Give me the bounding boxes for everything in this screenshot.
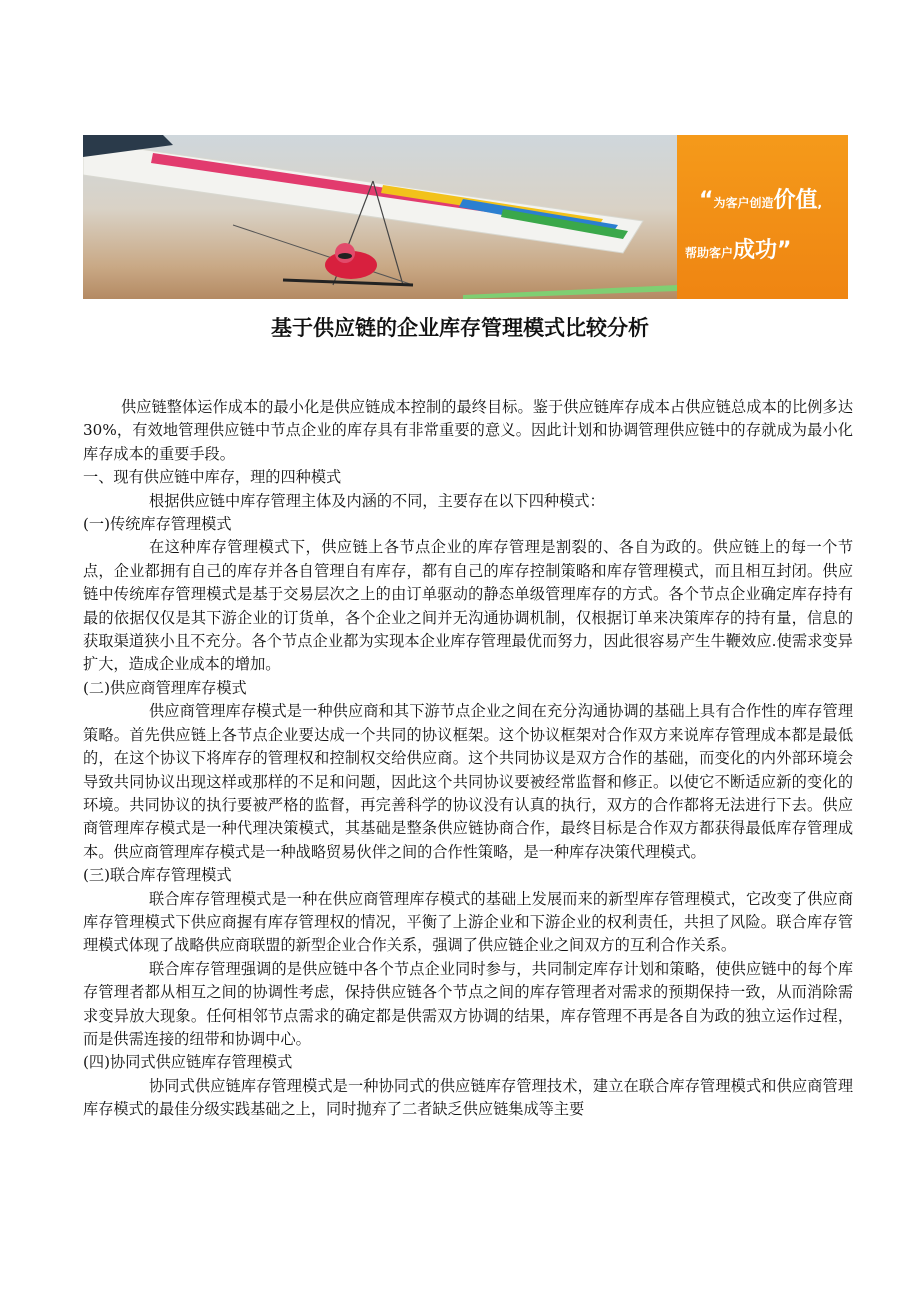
body-paragraph: 供应商管理库存模式是一种供应商和其下游节点企业之间在充分沟通协调的基础上具有合作性的库存管理策略。首先供应链上各节点企业要达成一个共同的协议框架。这个协议框架对合作双方来说库存管理成本都是最低的，在这个协议下将库存的管理权和控制权交给供应商。这个共同协议是双方合作的基础，而变化的内外部环境会导致共同协议出现这样或那样的不足和问题，因此这个共同协议要被经常监督和修正。以使它不断适应新的变化的环境。共同协议的执行要被严格的监督，再完善科学的协议没有认真的执行，双方的合作都将无法进行下去。供应商管理库存模式是一种代理决策模式，其基础是整条供应链协商合作，最终目标是合作双方都获得最低库存管理成本。供应商管理库存模式是一种战略贸易伙伴之间的合作性策略，是一种库存决策代理模式。	[83, 702, 853, 861]
body-paragraph: 联合库存管理强调的是供应链中各个节点企业同时参与，共同制定库存计划和策略，使供应链中的每个库存管理者都从相互之间的协调性考虑，保持供应链各个节点之间的库存管理者对需求的预期保持一致，从而消除需求变异放大现象。任何相邻节点需求的确定都是供需双方协调的结果，库存管理不再是各自为政的独立运作过程，而是供需连接的纽带和协调中心。	[83, 959, 853, 1048]
section-heading: (一)传统库存管理模式	[83, 515, 232, 534]
slogan-line-2-small: 帮助客户	[685, 246, 734, 260]
section-heading: (三)联合库存管理模式	[83, 866, 232, 885]
section-heading: (四)协同式供应链库存管理模式	[83, 1053, 293, 1072]
body-paragraph: 供应链整体运作成本的最小化是供应链成本控制的最终目标。鉴于供应链库存成本占供应链总成本的比例多达30%，有效地管理供应链中节点企业的库存具有非常重要的意义。因此计划和协调管理供应链中的存就成为最小化库存成本的重要手段。	[83, 398, 853, 463]
slogan-line-1-small: 为客户创造	[713, 196, 774, 210]
slogan-line-1-big: 价值	[773, 188, 818, 213]
slogan-line-2: 帮助客户成功”	[685, 238, 792, 263]
section-heading: 一、现有供应链中库存，理的四种模式	[83, 468, 342, 487]
body-paragraph: 协同式供应链库存管理模式是一种协同式的供应链库存管理技术，建立在联合库存管理模式和供应商管理库存模式的最佳分级实践基础之上，同时抛弃了二者缺乏供应链集成等主要	[83, 1076, 853, 1119]
banner-slogan	[677, 135, 848, 299]
body-paragraph: 在这种库存管理模式下，供应链上各节点企业的库存管理是割裂的、各自为政的。供应链上的每一个节点，企业都拥有自己的库存并各自管理自有库存，都有自己的库存控制策略和库存管理模式，而且相互封闭。供应链中传统库存管理模式是基于交易层次之上的由订单驱动的静态单级管理库存的方式。各个节点企业确定库存持有最的依据仅仅是其下游企业的订货单，各个企业之间并无沟通协调机制，仅根据订单来决策库存的持有量，信息的获取渠道狭小且不充分。各个节点企业都为实现本企业库存管理最优而努力，因此很容易产生牛鞭效应.使需求变异扩大，造成企业成本的增加。	[83, 538, 853, 674]
body-paragraph: 根据供应链中库存管理主体及内涵的不同，主要存在以下四种模式：	[149, 491, 605, 510]
slogan-line-1: “为客户创造价值,	[699, 188, 823, 213]
header-banner	[83, 135, 848, 299]
hang-glider-illustration	[83, 135, 677, 299]
hang-glider-photo	[83, 135, 677, 299]
section-heading: (二)供应商管理库存模式	[83, 678, 247, 697]
document-body	[83, 396, 853, 1122]
body-paragraph: 联合库存管理模式是一种在供应商管理库存模式的基础上发展而来的新型库存管理模式，它改变了供应商库存管理模式下供应商握有库存管理权的情况，平衡了上游企业和下游企业的权利责任，共担了风险。联合库存管理模式体现了战略供应商联盟的新型企业合作关系，强调了供应链企业之间双方的互利合作关系。	[83, 889, 853, 955]
slogan-line-2-big: 成功	[733, 238, 778, 263]
document-title: 基于供应链的企业库存管理模式比较分析	[271, 316, 649, 340]
